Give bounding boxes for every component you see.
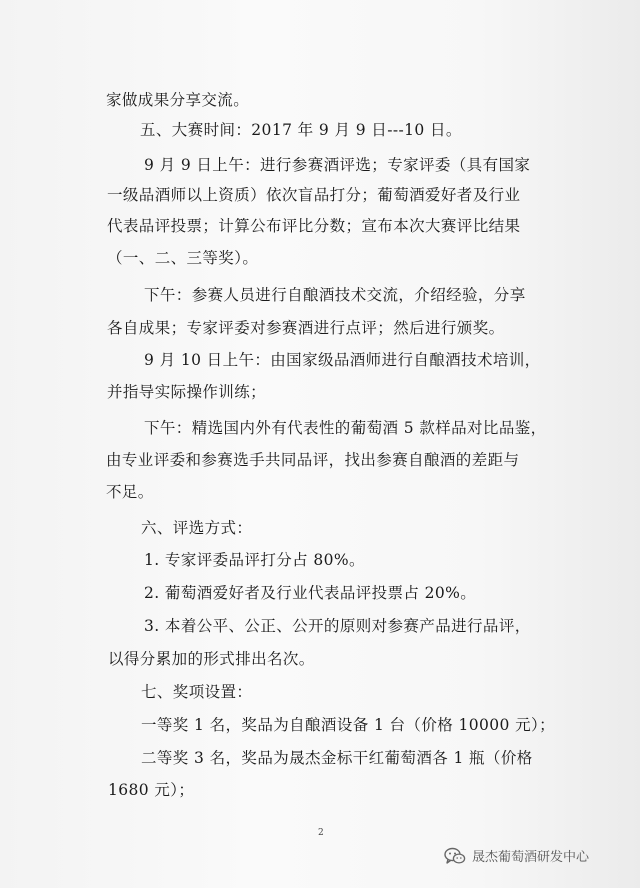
list-item: 1. 专家评委品评打分占 80%。 [144, 551, 365, 569]
text-line: 9 月 10 日上午：由国家级品酒师进行自酿酒技术培训， [144, 351, 541, 369]
text-line: 由专业评委和参赛选手共同品评，找出参赛自酿酒的差距与 [106, 451, 520, 469]
text-line: 家做成果分享交流。 [106, 91, 250, 109]
text-line: 以得分累加的形式排出名次。 [108, 650, 315, 668]
page-number: 2 [318, 828, 324, 838]
text-line: 1680 元）； [108, 781, 195, 799]
section-heading-competition-time: 五、大赛时间：2017 年 9 月 9 日---10 日。 [140, 121, 462, 139]
text-line: 下午：精选国内外有代表性的葡萄酒 5 款样品对比品鉴， [144, 419, 547, 437]
text-line: 9 月 9 日上午：进行参赛酒评选；专家评委（具有国家 [144, 156, 531, 174]
list-item: 2. 葡萄酒爱好者及行业代表品评投票占 20%。 [144, 584, 477, 602]
text-line: （一、二、三等奖）。 [107, 249, 259, 267]
text-line: 不足。 [106, 483, 154, 501]
text-line: 二等奖 3 名，奖品为晟杰金标干红葡萄酒各 1 瓶（价格 [141, 749, 533, 767]
watermark-text: 晟杰葡萄酒研发中心 [472, 850, 590, 865]
section-heading-selection-method: 六、评选方式： [141, 519, 253, 537]
text-line: 并指导实际操作训练； [107, 383, 267, 401]
text-line: 一等奖 1 名，奖品为自酿酒设备 1 台（价格 10000 元）； [141, 716, 556, 734]
text-line: 一级品酒师以上资质）依次盲品打分；葡萄酒爱好者及行业 [107, 186, 521, 204]
text-line: 代表品评投票；计算公布评比分数；宣布本次大赛评比结果 [107, 217, 521, 235]
wechat-icon [444, 847, 466, 865]
text-line: 下午：参赛人员进行自酿酒技术交流，介绍经验，分享 [144, 286, 526, 304]
watermark [444, 846, 589, 865]
text-line: 各自成果；专家评委对参赛酒进行点评；然后进行颁奖。 [107, 319, 505, 337]
list-item: 3. 本着公平、公正、公开的原则对参赛产品进行品评， [144, 617, 531, 635]
section-heading-awards: 七、奖项设置： [141, 683, 253, 701]
